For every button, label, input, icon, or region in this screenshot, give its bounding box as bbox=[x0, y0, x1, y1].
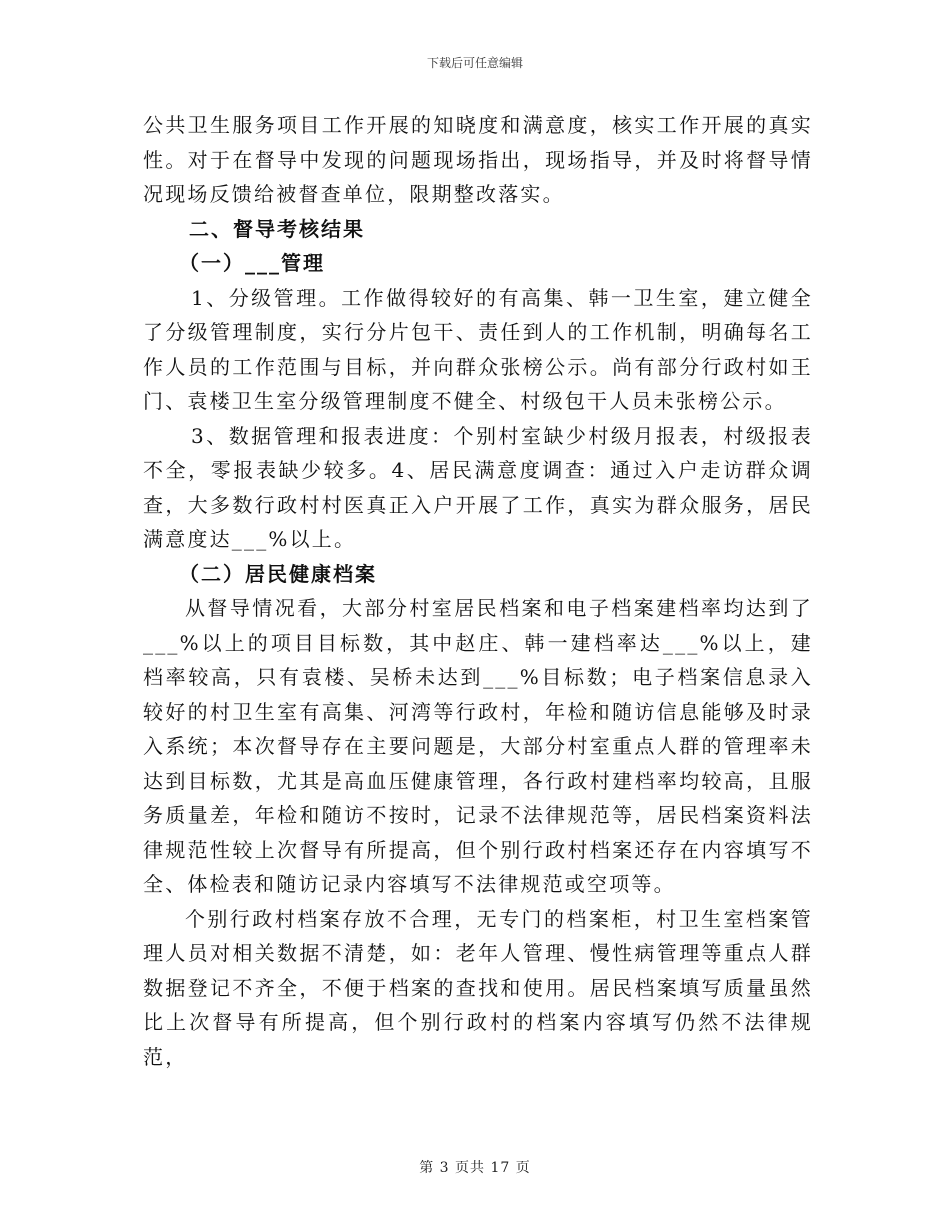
paragraph-intro: 公共卫生服务项目工作开展的知晓度和满意度，核实工作开展的真实性。对于在督导中发现的问题现场指出，现场指导，并及时将督导情况现场反馈给被督查单位，限期整改落实。 bbox=[143, 113, 813, 206]
paragraph-health-records: 从督导情况看，大部分村室居民档案和电子档案建档率均达到了___%以上的项目目标数，其中赵庄、韩一建档率达___%以上，建档率较高，只有袁楼、吴桥未达到___%目标数；电子档案信息录入较好的村卫生室有高集、河湾等行政村，年检和随访信息能够及时录入系统；本次督导存在主要问题是，大部分村室重点人群的管理率未达到目标数，尤其是高血压健康管理，各行政村建档率均较高，且服务质量差，年检和随访不按时，记录不法律规范等，居民档案资料法律规范性较上次督导有所提高，但个别行政村档案还存在内容填写不全、体检表和随访记录内容填写不法律规范或空项等。 bbox=[143, 596, 813, 896]
paragraph-data-management: 3、数据管理和报表进度：个别村室缺少村级月报表，村级报表不全，零报表缺少较多。4、居民满意度调查：通过入户走访群众调查，大多数行政村村医真正入户开展了工作，真实为群众服务，居民满意度达___%以上。 bbox=[143, 423, 813, 551]
paragraph-tiered-management: 1、分级管理。工作做得较好的有高集、韩一卫生室，建立健全了分级管理制度，实行分片包干、责任到人的工作机制，明确每名工作人员的工作范围与目标，并向群众张榜公示。尚有部分行政村如王门、袁楼卫生室分级管理制度不健全、村级包干人员未张榜公示。 bbox=[143, 285, 813, 413]
page-footer: 第 3 页共 17 页 bbox=[419, 1160, 531, 1176]
page-header: 下载后可任意编辑 bbox=[426, 56, 523, 70]
document-body bbox=[143, 108, 813, 1074]
paragraph-records-storage: 个别行政村档案存放不合理，无专门的档案柜，村卫生室档案管理人员对相关数据不清楚，如：老年人管理、慢性病管理等重点人群数据登记不齐全，不便于档案的查找和使用。居民档案填写质量虽然比上次督导有所提高，但个别行政村的档案内容填写仍然不法律规范， bbox=[143, 906, 813, 1069]
subsection-heading-health-records: （二）居民健康档案 bbox=[179, 561, 377, 586]
subsection-heading-management: （一）___管理 bbox=[179, 251, 325, 275]
section-heading-results: 二、督导考核结果 bbox=[189, 216, 365, 241]
